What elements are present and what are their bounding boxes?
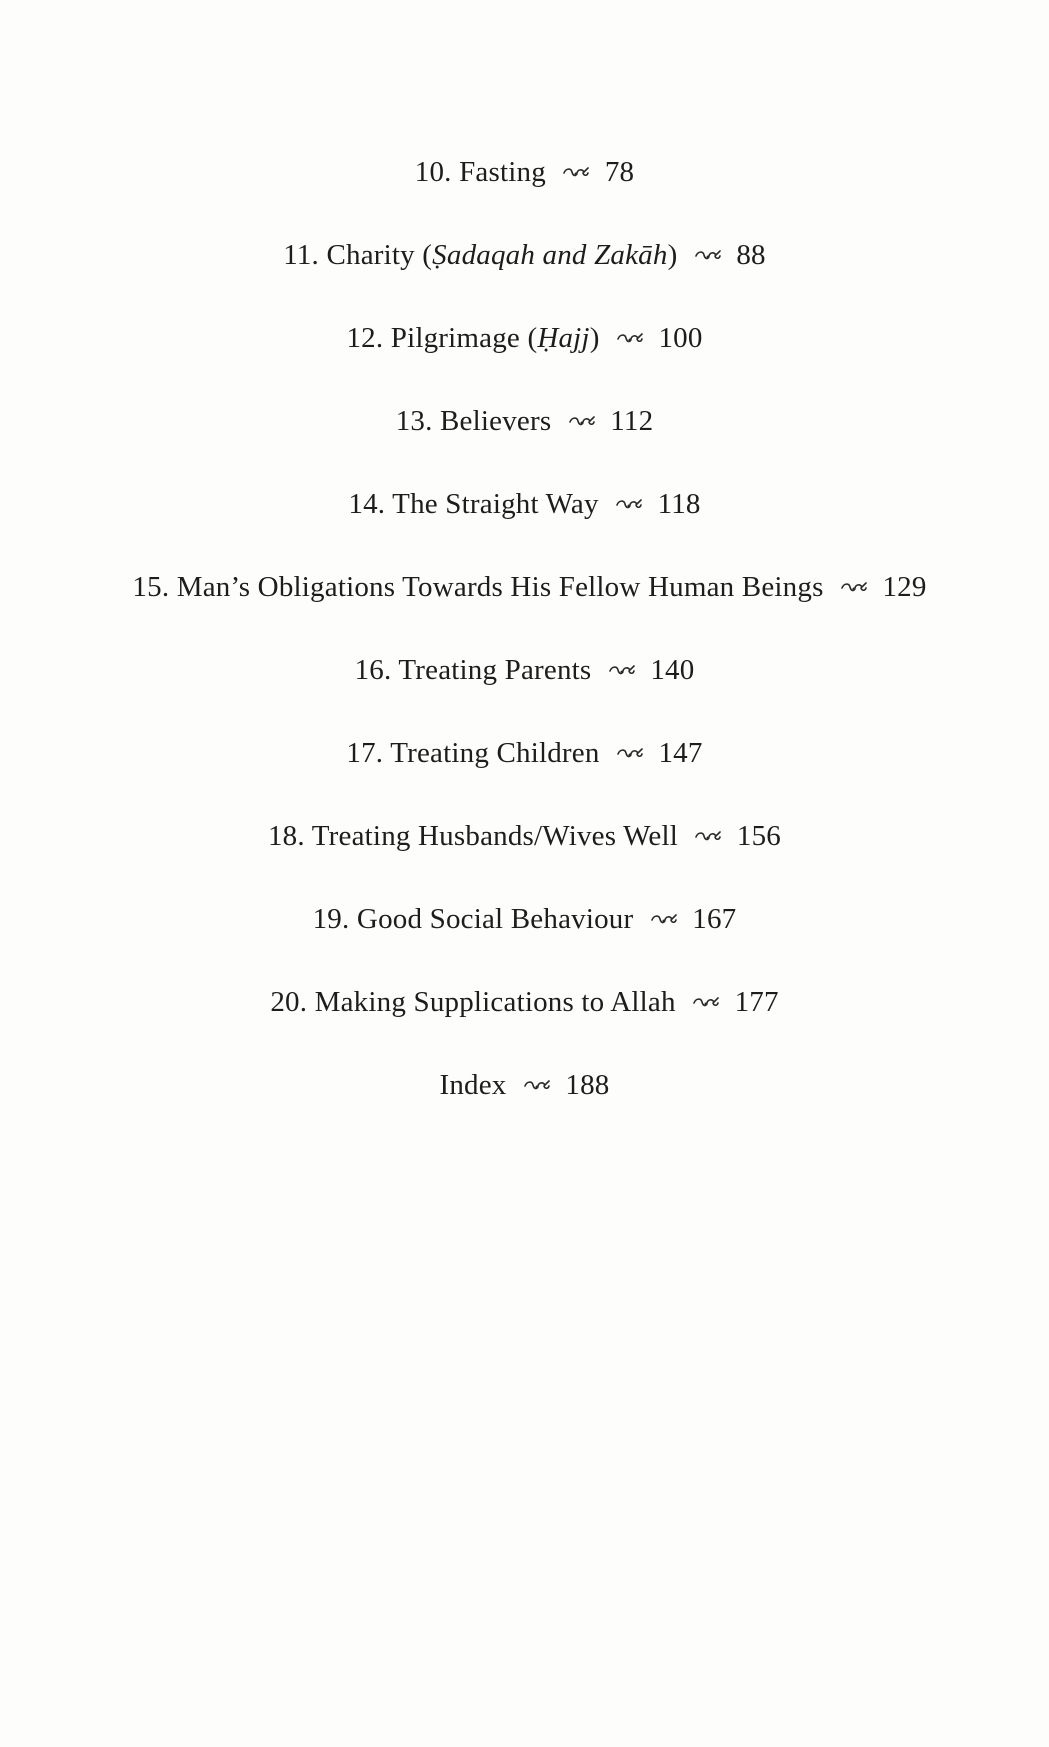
toc-title: Believers	[440, 405, 552, 437]
toc-number: 13.	[395, 405, 433, 437]
ornament-icon	[617, 746, 643, 760]
toc-entry-obligations	[0, 567, 1049, 650]
toc-page-number: 147	[658, 737, 703, 769]
ornament-icon	[609, 663, 635, 677]
toc-entry-charity	[0, 235, 1049, 318]
toc-number: 17.	[346, 737, 384, 769]
ornament-icon	[617, 331, 643, 345]
toc-entry-pilgrimage	[0, 318, 1049, 401]
toc-title: Charity (Ṣadaqah and Zakāh)	[326, 239, 678, 271]
ornament-icon	[569, 414, 595, 428]
ornament-icon	[651, 912, 677, 926]
toc-page-number: 118	[657, 488, 701, 520]
toc-page-number: 100	[658, 322, 703, 354]
ornament-icon	[524, 1078, 550, 1092]
ornament-icon	[841, 580, 867, 594]
toc-number: 19.	[312, 903, 350, 935]
toc-title: Treating Children	[390, 737, 600, 769]
toc-page-number: 167	[692, 903, 737, 935]
toc-title: Index	[439, 1069, 507, 1101]
toc-number: 16.	[354, 654, 392, 686]
ornament-icon	[693, 995, 719, 1009]
toc-number: 10.	[414, 156, 452, 188]
toc-number: 11.	[283, 239, 320, 271]
toc-title: Fasting	[459, 156, 546, 188]
ornament-icon	[695, 248, 721, 262]
toc-page-number: 88	[736, 239, 766, 271]
toc-page-number: 112	[610, 405, 654, 437]
toc-entry-index	[0, 1065, 1049, 1148]
toc-page-number: 78	[604, 156, 635, 188]
toc-page-number: 188	[565, 1069, 610, 1101]
ornament-icon	[695, 829, 721, 843]
toc-entry-social-behaviour	[0, 899, 1049, 982]
toc-page-number: 177	[734, 986, 779, 1018]
ornament-icon	[616, 497, 642, 511]
toc-title: Treating Husbands/Wives Well	[311, 820, 678, 852]
toc-number: 18.	[267, 820, 305, 852]
toc-title: Pilgrimage (Ḥajj)	[390, 322, 600, 354]
toc-number: 14.	[348, 488, 386, 520]
toc-number: 12.	[346, 322, 384, 354]
toc-page-number: 140	[650, 654, 695, 686]
table-of-contents	[0, 152, 1049, 1148]
toc-entry-fasting	[0, 152, 1049, 235]
ornament-icon	[563, 165, 589, 179]
toc-title: The Straight Way	[392, 488, 599, 520]
toc-page-number: 156	[736, 820, 781, 852]
toc-title: Making Supplications to Allah	[314, 986, 676, 1018]
toc-number: 20.	[270, 986, 308, 1018]
toc-title: Good Social Behaviour	[356, 903, 634, 935]
toc-number: 15.	[132, 571, 170, 603]
toc-entry-straight-way	[0, 484, 1049, 567]
toc-page-number: 129	[882, 571, 927, 603]
toc-entry-children	[0, 733, 1049, 816]
toc-title: Man’s Obligations Towards His Fellow Human Beings	[176, 571, 824, 603]
toc-entry-supplications	[0, 982, 1049, 1065]
toc-entry-husbands-wives	[0, 816, 1049, 899]
toc-entry-believers	[0, 401, 1049, 484]
toc-title: Treating Parents	[398, 654, 592, 686]
toc-entry-parents	[0, 650, 1049, 733]
